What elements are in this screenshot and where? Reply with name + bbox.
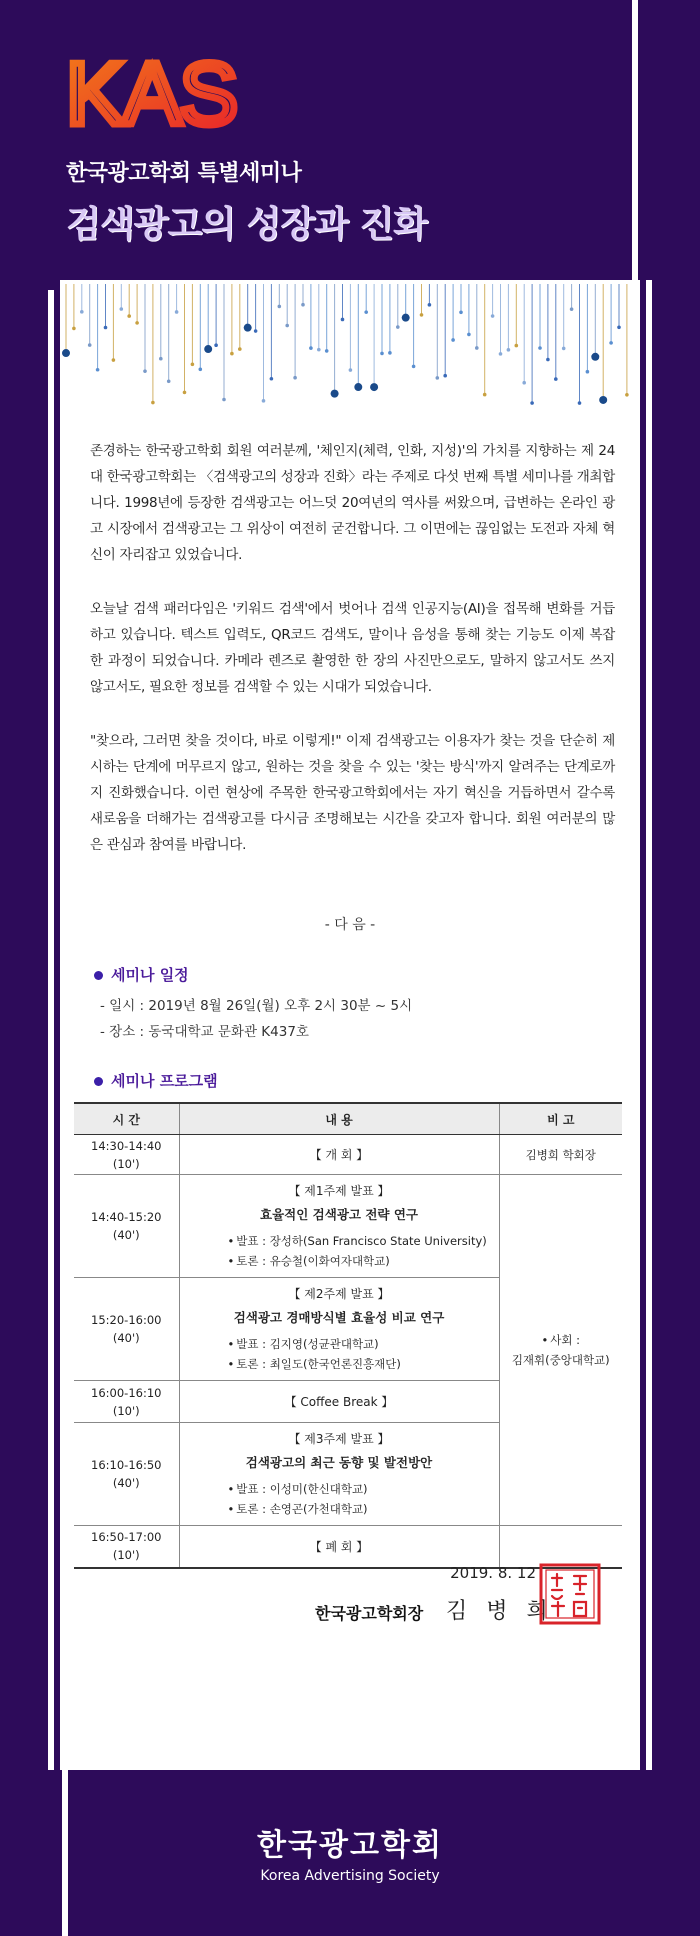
light-bulb <box>475 346 479 350</box>
time-range: 16:50-17:00 <box>91 1530 162 1545</box>
light-bulb <box>459 310 463 314</box>
light-bulb <box>285 324 289 328</box>
light-bulb <box>183 391 187 395</box>
light-bulb <box>483 393 487 397</box>
issue-date: 2019. 8. 12 <box>450 1564 536 1582</box>
time-cell <box>74 1278 179 1381</box>
society-name-ko: 한국광고학회 <box>257 1828 443 1863</box>
content-cell <box>179 1278 499 1381</box>
topic-title: 효율적인 검색광고 전략 연구 <box>260 1206 418 1222</box>
light-bulb <box>570 307 574 311</box>
session-tag: 【 제1주제 발표 】 <box>288 1183 390 1198</box>
topic-title: 검색광고 경매방식별 효율성 비교 연구 <box>233 1309 445 1325</box>
light-bulb <box>436 376 440 380</box>
duration: (40') <box>112 1476 140 1490</box>
light-bulb <box>420 313 424 317</box>
time-cell <box>74 1423 179 1526</box>
light-bulb <box>364 310 368 314</box>
light-bulb <box>135 321 139 325</box>
light-bulb <box>562 347 566 351</box>
light-bulb <box>112 358 116 362</box>
signer-name: 김 병 희 <box>446 1599 554 1624</box>
light-bulb <box>522 381 526 385</box>
light-bulb <box>428 303 432 307</box>
society-name-en: Korea Advertising Society <box>260 1868 440 1884</box>
moderator-label: • 사회 : <box>500 1330 623 1350</box>
light-bulb <box>151 401 155 405</box>
presenter: • 발표 : 이성미(한신대학교) <box>180 1479 499 1499</box>
light-bulb <box>491 314 495 318</box>
light-bulb <box>244 324 252 332</box>
note-cell: 김병희 학회장 <box>499 1135 622 1175</box>
time-range: 14:30-14:40 <box>91 1138 162 1153</box>
duration: (10') <box>112 1156 140 1171</box>
light-bulb <box>499 352 503 356</box>
light-bulb <box>554 377 558 381</box>
table-row <box>74 1135 622 1175</box>
moderator-name: 김재휘(중앙대학교) <box>511 1353 610 1367</box>
bullet-dot-icon <box>94 971 103 980</box>
table-header-row <box>74 1103 622 1135</box>
table-row <box>74 1175 622 1278</box>
light-bulb <box>443 374 447 378</box>
light-bulb <box>530 401 534 405</box>
light-bulb <box>143 369 147 373</box>
schedule-heading <box>94 964 189 985</box>
program-heading <box>94 1070 218 1091</box>
light-bulb <box>380 352 384 356</box>
stripe-left-mid <box>48 290 54 1770</box>
light-bulb <box>625 393 629 397</box>
presenter: • 발표 : 장성하(San Francisco State University) <box>180 1231 499 1251</box>
content-cell <box>179 1423 499 1526</box>
light-bulb <box>204 345 212 353</box>
light-bulb <box>254 329 258 333</box>
time-cell <box>74 1381 179 1423</box>
light-bulb <box>515 344 519 348</box>
schedule-place: - 장소 : 동국대학교 문화관 K437호 <box>100 1024 309 1040</box>
light-bulb <box>467 333 471 337</box>
content-cell <box>179 1135 499 1175</box>
stripe-right-top <box>632 0 638 284</box>
light-bulb <box>388 351 392 355</box>
light-bulb <box>222 398 226 402</box>
light-bulb <box>317 348 321 352</box>
discussant: • 토론 : 유승철(이화여자대학교) <box>180 1251 499 1271</box>
bullet-dot-icon <box>94 1077 103 1086</box>
light-bulb <box>278 305 282 309</box>
time-cell <box>74 1526 179 1568</box>
time-cell <box>74 1135 179 1175</box>
light-bulb <box>214 343 218 347</box>
light-bulb <box>199 367 203 371</box>
presenter: • 발표 : 김지영(성균관대학교) <box>180 1334 499 1354</box>
light-bulb <box>80 310 84 314</box>
light-bulb <box>127 314 131 318</box>
topic-title: 검색광고의 최근 동향 및 발전방안 <box>245 1454 433 1470</box>
intro-paragraph-1: 존경하는 한국광고학회 회원 여러분께, '체인지(체력, 인화, 지성)'의 가치를 지향하는 제 24대 한국광고학회는 〈검색광고의 성장과 진화〉라는 주제로 다섯 번째 특별 세미나를 개최합니다. 1998년에 등장한 검색광고는 어느덧 20여년의 역사를 써왔으며, 급변하는 온라인 광고 시장에서 검색광고는 그 위상이 여전히 굳건합니다. 그 이면에는 끊임없는 도전과 자체 혁신이 자리잡고 있었습니다. <box>90 443 615 563</box>
discussant: • 토론 : 손영곤(가천대학교) <box>180 1499 499 1519</box>
light-bulb <box>301 303 305 307</box>
session-tag: 【 폐 회 】 <box>309 1539 369 1554</box>
light-bulb <box>72 327 76 331</box>
light-bulb <box>451 338 455 342</box>
light-bulb <box>354 383 362 391</box>
event-subtitle: 한국광고학회 특별세미나 <box>66 161 302 186</box>
content-cell <box>179 1526 499 1568</box>
footer <box>0 1820 700 1884</box>
hanging-lights-decoration <box>60 284 640 414</box>
time-cell <box>74 1175 179 1278</box>
light-bulb <box>191 362 195 366</box>
light-bulb <box>96 368 100 372</box>
light-bulb <box>412 365 416 369</box>
moderator-cell <box>499 1175 622 1526</box>
light-bulb <box>341 318 345 322</box>
session-tag: 【 Coffee Break 】 <box>284 1395 394 1409</box>
schedule-date: - 일시 : 2019년 8월 26일(월) 오후 2시 30분 ~ 5시 <box>100 998 413 1014</box>
light-bulb <box>609 341 613 345</box>
event-title: 검색광고의 성장과 진화 <box>66 204 427 245</box>
light-bulb <box>293 376 297 380</box>
light-bulb <box>402 314 410 322</box>
light-bulb <box>159 357 163 361</box>
light-bulb <box>370 383 378 391</box>
light-bulb <box>175 310 179 314</box>
light-bulb <box>546 358 550 362</box>
stripe-right-mid <box>646 280 652 1770</box>
light-bulb <box>309 346 313 350</box>
light-bulb <box>262 399 266 403</box>
red-seal-stamp <box>538 1562 602 1626</box>
time-range: 14:40-15:20 <box>91 1210 162 1224</box>
intro-paragraph-2: 오늘날 검색 패러다임은 '키워드 검색'에서 벗어나 검색 인공지능(AI)을 접목해 변화를 거듭하고 있습니다. 텍스트 입력도, QR코드 검색도, 말이나 음성을 통해 찾는 기능도 이제 복잡한 과정이 되었습니다. 카메라 렌즈로 촬영한 한 장의 사진만으로도, 말하지 않고서도 쓰지 않고서도, 필요한 정보를 검색할 수 있는 시대가 되었습니다. <box>90 601 615 695</box>
duration: (40') <box>112 1331 140 1345</box>
duration: (40') <box>112 1228 140 1242</box>
light-bulb <box>507 348 511 352</box>
time-range: 16:00-16:10 <box>91 1385 162 1400</box>
light-bulb <box>396 325 400 329</box>
light-bulb <box>167 379 171 383</box>
col-content-header: 내 용 <box>179 1103 499 1135</box>
light-bulb <box>270 377 274 381</box>
time-range: 15:20-16:00 <box>91 1313 162 1327</box>
content-cell <box>179 1175 499 1278</box>
light-bulb <box>538 346 542 350</box>
session-tag: 【 개 회 】 <box>309 1148 369 1162</box>
light-bulb <box>238 347 242 351</box>
col-time-header: 시 간 <box>74 1103 179 1135</box>
discussant: • 토론 : 최일도(한국언론진흥재단) <box>180 1354 499 1374</box>
next-label: - 다 음 - <box>324 917 376 933</box>
signer-title: 한국광고학회장 <box>315 1604 424 1623</box>
svg-text:KAS: KAS <box>66 50 237 130</box>
light-bulb <box>586 370 590 374</box>
content-card <box>60 280 640 1770</box>
duration: (10') <box>112 1403 140 1418</box>
light-bulb <box>230 352 234 356</box>
session-tag: 【 제2주제 발표 】 <box>288 1286 390 1301</box>
intro-paragraph-3: "찾으라, 그러면 찾을 것이다, 바로 이렇게!" 이제 검색광고는 이용자가 찾는 것을 단순히 제시하는 단계에 머무르지 않고, 원하는 것을 찾을 수 있는 '찾는 방식'까지 알려주는 단계로까지 진화했습니다. 이런 현상에 주목한 한국광고학회에서는 자기 혁신을 거듭하면서 갈수록 새로움을 더해가는 검색광고를 다시금 조명해보는 시간을 갖고자 합니다. 회원 여러분의 많은 관심과 참여를 바랍니다. <box>90 733 615 853</box>
light-bulb <box>599 396 607 404</box>
col-note-header: 비 고 <box>499 1103 622 1135</box>
schedule-heading-text: 세미나 일정 <box>111 966 189 984</box>
light-bulb <box>120 307 124 311</box>
light-bulb <box>88 343 92 347</box>
duration: (10') <box>112 1548 140 1563</box>
light-bulb <box>104 326 108 330</box>
light-bulb <box>349 368 353 372</box>
light-bulb <box>62 349 70 357</box>
light-bulb <box>591 353 599 361</box>
session-tag: 【 제3주제 발표 】 <box>288 1431 390 1446</box>
time-range: 16:10-16:50 <box>91 1458 162 1472</box>
light-bulb <box>578 401 582 405</box>
program-heading-text: 세미나 프로그램 <box>111 1072 218 1090</box>
light-bulb <box>331 390 339 398</box>
content-cell <box>179 1381 499 1423</box>
program-table <box>74 1102 622 1569</box>
light-bulb <box>617 325 621 329</box>
light-bulb <box>325 349 329 353</box>
kas-logo <box>66 50 246 130</box>
